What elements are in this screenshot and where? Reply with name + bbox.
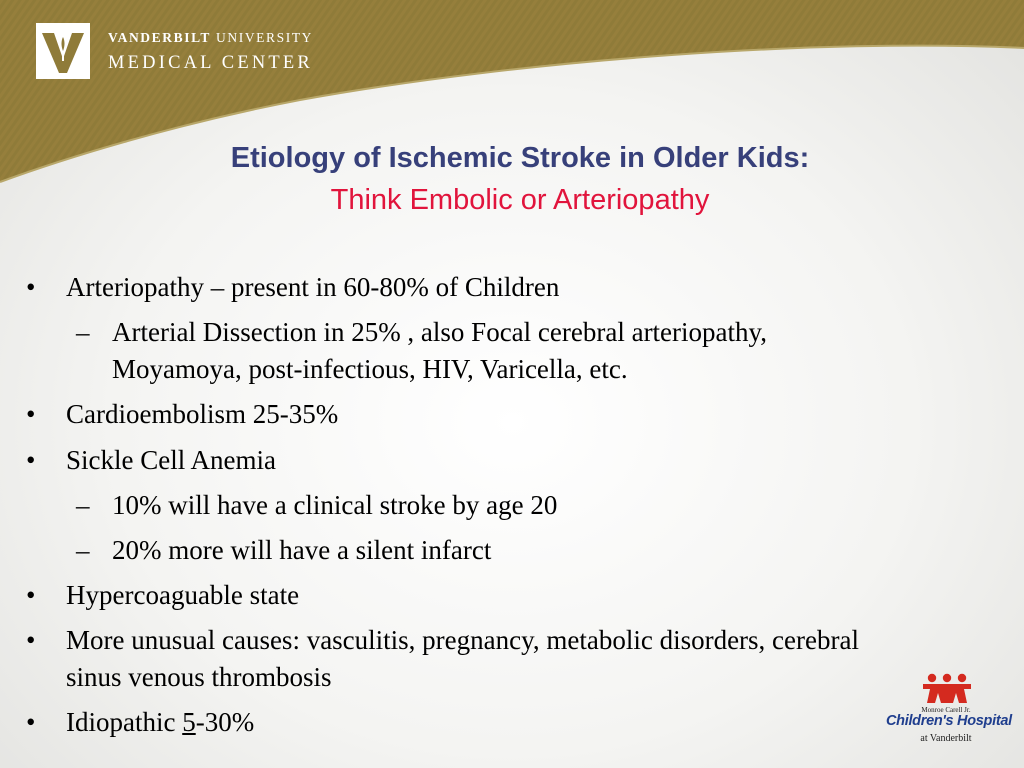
dash-marker: –	[76, 490, 90, 520]
childrens-hospital-logo	[886, 673, 1012, 748]
sub-bullet-text: Arterial Dissection in 25% , also Focal cerebral arteriopathy,	[112, 317, 768, 347]
bullet-marker: •	[26, 625, 36, 655]
bullet-marker: •	[26, 707, 36, 737]
idiopathic-label: Idiopathic	[66, 707, 183, 737]
children-figures-icon	[923, 673, 971, 705]
childrens-logo-line1: Monroe Carell Jr.	[921, 706, 971, 714]
brand-name-bold: VANDERBILT	[108, 30, 212, 45]
bullet-text: Hypercoaguable state	[66, 580, 300, 610]
brand-university	[108, 30, 313, 46]
childrens-logo-name: Children's Hospital	[886, 713, 1012, 729]
sub-bullet-text: Moyamoya, post-infectious, HIV, Varicella, etc.	[112, 354, 628, 384]
slide-title: Etiology of Ischemic Stroke in Older Kids:	[230, 142, 810, 174]
brand-name-rest: UNIVERSITY	[211, 30, 314, 45]
childrens-logo-line3: at Vanderbilt	[920, 733, 972, 744]
bullet-text: sinus venous thrombosis	[66, 662, 332, 692]
bullet-marker: •	[26, 580, 36, 610]
bullet-marker: •	[26, 399, 36, 429]
bullet-text: More unusual causes: vasculitis, pregnancy, metabolic disorders, cerebral	[66, 625, 859, 655]
dash-marker: –	[76, 535, 90, 565]
idiopathic-underlined-value: 5	[182, 707, 196, 737]
idiopathic-range-end: -30%	[195, 707, 255, 737]
sub-bullet-text: 20% more will have a silent infarct	[112, 535, 492, 565]
brand-medical-center: MEDICAL CENTER	[108, 53, 313, 73]
bullet-marker: •	[26, 445, 36, 475]
vanderbilt-logo	[36, 23, 90, 79]
bullet-marker: •	[26, 272, 36, 302]
bullet-text: Cardioembolism 25-35%	[66, 399, 339, 429]
bullet-text	[66, 704, 254, 741]
bullet-text: Arteriopathy – present in 60-80% of Children	[66, 272, 560, 302]
vanderbilt-v-oak-leaf-icon	[36, 23, 90, 79]
dash-marker: –	[76, 317, 90, 347]
bullet-text: Sickle Cell Anemia	[66, 445, 276, 475]
sub-bullet-text: 10% will have a clinical stroke by age 20	[112, 490, 558, 520]
slide-subtitle: Think Embolic or Arteriopathy	[330, 184, 710, 216]
